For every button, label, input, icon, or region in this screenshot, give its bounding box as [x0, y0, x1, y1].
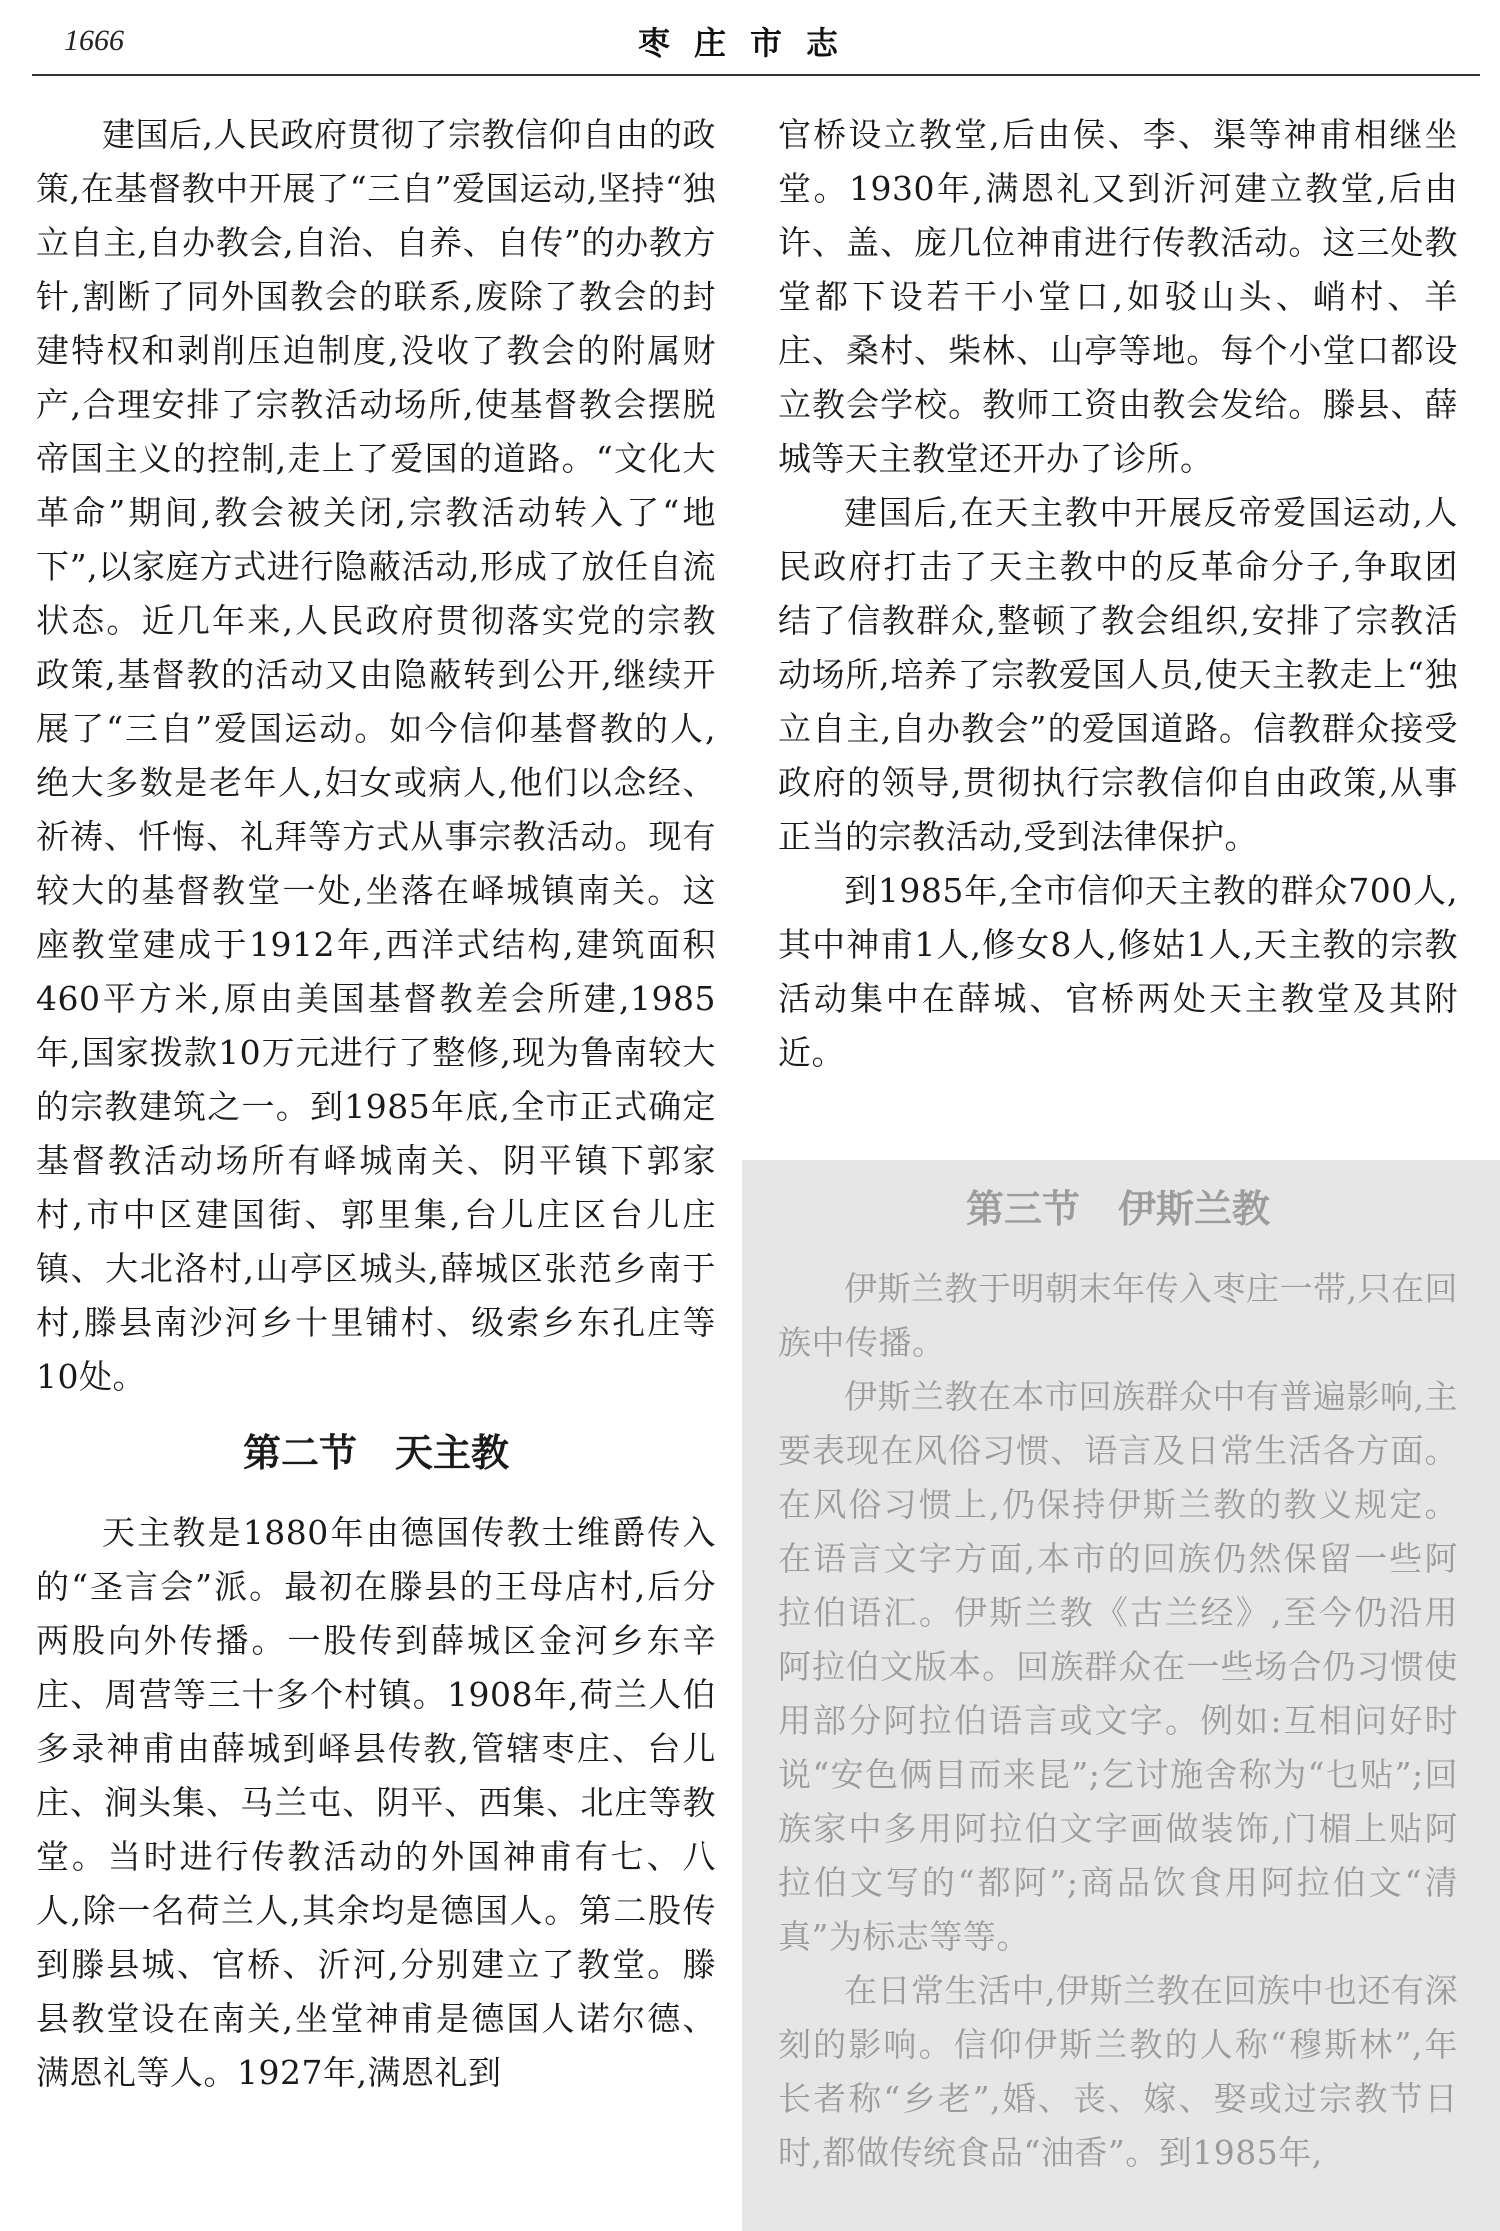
- catholic-history-continued-paragraph: 官桥设立教堂,后由侯、李、渠等神甫相继坐堂。1930年,满恩礼又到沂河建立教堂,后由许、盖、庞几位神甫进行传教活动。这三处教堂都下设若干小堂口,如驳山头、峭村、羊庄、桑村、柴林、山亭等地。每个小堂口都设立教会学校。教师工资由教会发给。滕县、薛城等天主教堂还开办了诊所。: [778, 115, 1458, 478]
- header-divider: [32, 74, 1480, 76]
- islam-intro-paragraph: 伊斯兰教于明朝末年传入枣庄一带,只在回族中传播。: [778, 1269, 1458, 1362]
- section-heading-islam: 第三节 伊斯兰教: [965, 1187, 1270, 1231]
- islam-section-content: [778, 1174, 1458, 2180]
- left-column: [36, 108, 716, 2100]
- book-title: 枣庄市志: [637, 24, 862, 62]
- catholic-history-paragraph: 天主教是1880年由德国传教士维爵传入的“圣言会”派。最初在滕县的王母店村,后分两股向外传播。一股传到薛城区金河乡东辛庄、周营等三十多个村镇。1908年,荷兰人伯多录神甫由薛城到峄县传教,管辖枣庄、台儿庄、涧头集、马兰屯、阴平、西集、北庄等教堂。当时进行传教活动的外国神甫有七、八人,除一名荷兰人,其余均是德国人。第二股传到滕县城、官桥、沂河,分别建立了教堂。滕县教堂设在南关,坐堂神甫是德国人诺尔德、满恩礼等人。1927年,满恩礼到: [36, 1513, 716, 2092]
- catholic-1985-paragraph: 到1985年,全市信仰天主教的群众700人,其中神甫1人,修女8人,修姑1人,天主教的宗教活动集中在薛城、官桥两处天主教堂及其附近。: [778, 871, 1458, 1072]
- catholic-postwar-paragraph: 建国后,在天主教中开展反帝爱国运动,人民政府打击了天主教中的反革命分子,争取团结了信教群众,整顿了教会组织,安排了宗教活动场所,培养了宗教爱国人员,使天主教走上“独立自主,自办教会”的爱国道路。信教群众接受政府的领导,贯彻执行宗教信仰自由政策,从事正当的宗教活动,受到法律保护。: [778, 493, 1458, 856]
- page-number: 1666: [64, 24, 124, 57]
- islam-daily-life-paragraph: 在日常生活中,伊斯兰教在回族中也还有深刻的影响。信仰伊斯兰教的人称“穆斯林”,年长者称“乡老”,婚、丧、嫁、娶或过宗教节日时,都做传统食品“油香”。到1985年,: [778, 1971, 1458, 2172]
- page-header: [0, 0, 1500, 78]
- islam-influence-paragraph: 伊斯兰教在本市回族群众中有普遍影响,主要表现在风俗习惯、语言及日常生活各方面。在风俗习惯上,仍保持伊斯兰教的教义规定。在语言文字方面,本市的回族仍然保留一些阿拉伯语汇。伊斯兰教《古兰经》,至今仍沿用阿拉伯文版本。回族群众在一些场合仍习惯使用部分阿拉伯语言或文字。例如:互相问好时说“安色俩目而来昆”;乞讨施舍称为“乜贴”;回族家中多用阿拉伯文字画做装饰,门楣上贴阿拉伯文写的“都阿”;商品饮食用阿拉伯文“清真”为标志等等。: [778, 1377, 1458, 1956]
- islam-section-panel: [742, 1160, 1500, 2231]
- right-column: [778, 108, 1458, 1080]
- section-heading-catholicism: 第二节 天主教: [242, 1431, 509, 1475]
- protestant-postwar-paragraph: 建国后,人民政府贯彻了宗教信仰自由的政策,在基督教中开展了“三自”爱国运动,坚持“独立自主,自办教会,自治、自养、自传”的办教方针,割断了同外国教会的联系,废除了教会的封建特权和剥削压迫制度,没收了教会的附属财产,合理安排了宗教活动场所,使基督教会摆脱帝国主义的控制,走上了爱国的道路。“文化大革命”期间,教会被关闭,宗教活动转入了“地下”,以家庭方式进行隐蔽活动,形成了放任自流状态。近几年来,人民政府贯彻落实党的宗教政策,基督教的活动又由隐蔽转到公开,继续开展了“三自”爱国运动。如今信仰基督教的人,绝大多数是老年人,妇女或病人,他们以念经、祈祷、忏悔、礼拜等方式从事宗教活动。现有较大的基督教堂一处,坐落在峄城镇南关。这座教堂建成于1912年,西洋式结构,建筑面积460平方米,原由美国基督教差会所建,1985年,国家拨款10万元进行了整修,现为鲁南较大的宗教建筑之一。到1985年底,全市正式确定基督教活动场所有峄城南关、阴平镇下郭家村,市中区建国街、郭里集,台儿庄区台儿庄镇、大北洛村,山亭区城头,薛城区张范乡南于村,滕县南沙河乡十里铺村、级索乡东孔庄等10处。: [36, 115, 716, 1396]
